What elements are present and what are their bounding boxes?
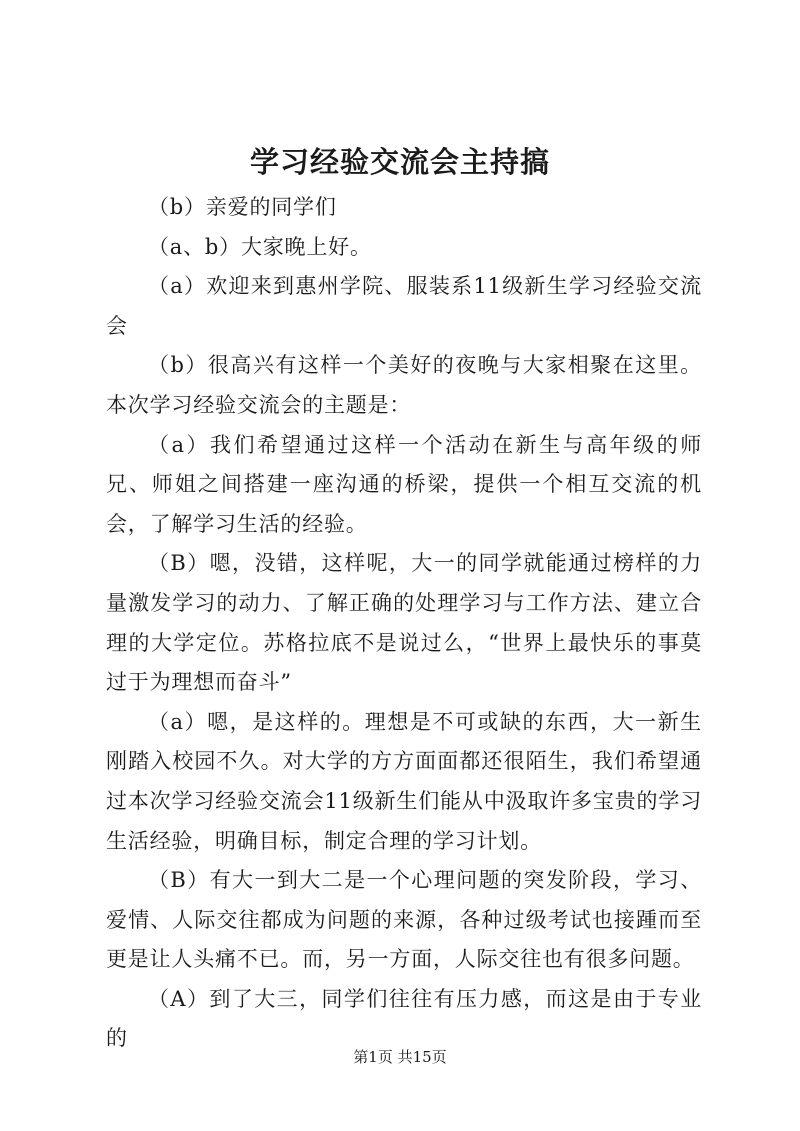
document-body [106,188,702,1059]
paragraph: （A）到了大三，同学们往往有压力感，而这是由于专业的 [106,986,702,1051]
paragraph: （b）很高兴有这样一个美好的夜晚与大家相聚在这里。本次学习经验交流会的主题是： [106,353,702,417]
paragraph: （a、b）大家晚上好。 [148,234,372,259]
paragraph: （a）嗯，是这样的。理想是不可或缺的东西，大一新生刚踏入校园不久。对大学的方方面面都还很陌生，我们希望通过本次学习经验交流会11级新生们能从中汲取许多宝贵的学习生活经验，明确目标，制定合理的学习计划。 [106,709,702,853]
paragraph: （a）我们希望通过这样一个活动在新生与高年级的师兄、师姐之间搭建一座沟通的桥梁，提供一个相互交流的机会，了解学习生活的经验。 [106,432,702,536]
page-number-footer: 第1页 共15页 [353,1048,447,1066]
paragraph: （b）亲爱的同学们 [148,195,337,219]
paragraph: （B）有大一到大二是一个心理问题的突发阶段，学习、爱情、人际交往都成为问题的来源，各种过级考试也接踵而至更是让人头痛不已。而，另一方面，人际交往也有很多问题。 [106,868,702,972]
paragraph: （B）嗯，没错，这样呢，大一的同学就能通过榜样的力量激发学习的动力、了解正确的处理学习与工作方法、建立合理的大学定位。苏格拉底不是说过么，“世界上最快乐的事莫过于为理想而奋斗” [106,551,702,695]
document-title: 学习经验交流会主持搞 [249,145,550,179]
paragraph: （a）欢迎来到惠州学院、服装系11级新生学习经验交流会 [106,274,702,338]
